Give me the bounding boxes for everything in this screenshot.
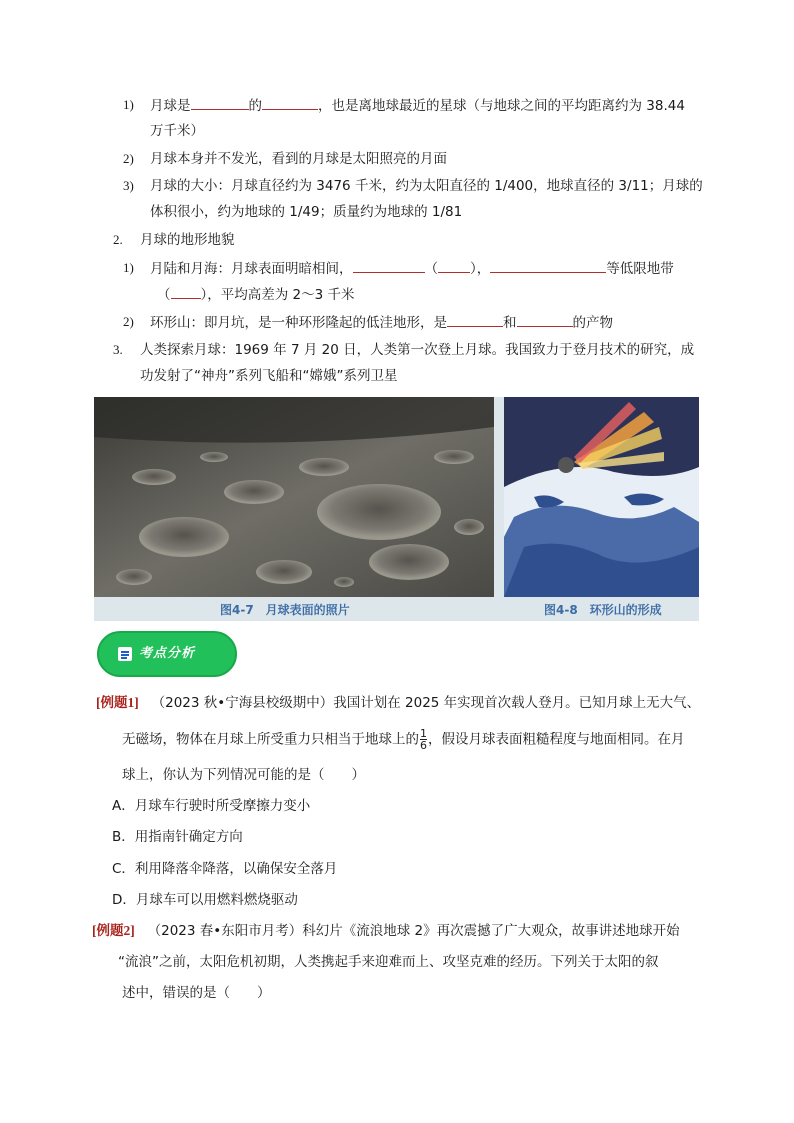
example-tag: [例题1] xyxy=(96,695,139,710)
moon-surface-photo xyxy=(94,397,494,597)
item-text: 月球的大小：月球直径约为 3476 千米，约为太阳直径的 1/400，地球直径的 3/11；月球的 xyxy=(150,178,703,194)
fraction-denominator: 6 xyxy=(420,739,427,752)
fill-blank[interactable] xyxy=(262,96,318,110)
fill-blank[interactable] xyxy=(191,96,249,110)
item-text xyxy=(150,313,613,332)
section-number: 2. xyxy=(113,232,123,247)
item-text xyxy=(150,96,685,115)
item-number: 3) xyxy=(123,178,134,193)
section-badge xyxy=(97,631,237,677)
item-number: 2) xyxy=(123,314,134,329)
document-icon xyxy=(118,647,132,661)
example-1-line-3: 球上，你认为下列情况可能的是（ ） xyxy=(122,767,365,783)
section-title: 月球的地形地貌 xyxy=(140,232,235,248)
fill-blank[interactable] xyxy=(490,259,606,273)
text-segment: （ xyxy=(157,287,171,303)
item-text-cont: 万千米） xyxy=(150,123,204,139)
text-segment: 的 xyxy=(248,98,262,114)
example-1-line-1 xyxy=(96,694,700,712)
option-a[interactable]: A．月球车行驶时所受摩擦力变小 xyxy=(112,798,311,814)
item-text xyxy=(150,259,674,278)
item-text: 月球本身并不发光，看到的月球是太阳照亮的月面 xyxy=(150,151,447,167)
example-2-line-2: “流浪”之前，太阳危机初期，人类携起手来迎难而上、攻坚克难的经历。下列关于太阳的叙 xyxy=(118,954,659,970)
example-2-line-1 xyxy=(92,922,680,940)
item-number: 2) xyxy=(123,151,134,166)
text-segment: 月球是 xyxy=(150,98,191,114)
figure-panel xyxy=(94,397,699,621)
text-segment: 无磁场，物体在月球上所受重力只相当于地球上的 xyxy=(122,731,419,748)
badge-label: 考点分析 xyxy=(139,646,196,661)
fill-blank[interactable] xyxy=(438,259,470,273)
text-segment: 等低限地带 xyxy=(606,261,674,277)
section-text-cont: 功发射了“神舟”系列飞船和“嫦娥”系列卫星 xyxy=(140,368,398,384)
text-segment: 的产物 xyxy=(572,315,613,331)
section-number: 3. xyxy=(113,342,123,357)
figure-caption-2: 图4-8 环形山的形成 xyxy=(544,603,662,617)
item-number: 1) xyxy=(123,97,134,112)
option-c[interactable]: C．利用降落伞降落，以确保安全落月 xyxy=(112,861,338,877)
fill-blank[interactable] xyxy=(353,259,425,273)
item-text-cont xyxy=(157,285,355,304)
text-segment: ，也是离地球最近的星球（与地球之间的平均距离约为 38.44 xyxy=(318,98,685,114)
example-2-line-3: 述中，错误的是（ ） xyxy=(122,985,271,1001)
figure-caption-1: 图4-7 月球表面的照片 xyxy=(220,603,350,617)
text-segment: ），平均高差为 2～3 千米 xyxy=(200,287,355,303)
text-segment: （2023 秋•宁海县校级期中）我国计划在 2025 年实现首次载人登月。已知月球上无大气、 xyxy=(151,695,701,711)
text-segment: ，假设月球表面粗糙程度与地面相同。在月 xyxy=(428,731,685,748)
fraction xyxy=(420,728,427,751)
text-segment: 月陆和月海：月球表面明暗相间， xyxy=(150,261,353,277)
text-segment: （ xyxy=(424,261,438,277)
crater-formation-illustration xyxy=(504,397,699,597)
section-text: 人类探索月球：1969 年 7 月 20 日，人类第一次登上月球。我国致力于登月技术的研究，成 xyxy=(140,342,695,358)
fill-blank[interactable] xyxy=(517,313,573,327)
option-d[interactable]: D．月球车可以用燃料燃烧驱动 xyxy=(112,892,298,908)
text-segment: 环形山：即月坑，是一种环形隆起的低洼地形，是 xyxy=(150,315,447,331)
fill-blank[interactable] xyxy=(447,313,503,327)
fill-blank[interactable] xyxy=(171,285,201,299)
example-1-line-2 xyxy=(122,728,685,751)
text-segment: 和 xyxy=(503,315,517,331)
example-tag: [例题2] xyxy=(92,923,135,938)
item-text-cont: 体积很小，约为地球的 1/49；质量约为地球的 1/81 xyxy=(150,204,463,220)
item-number: 1) xyxy=(123,260,134,275)
text-segment: （2023 春•东阳市月考）科幻片《流浪地球 2》再次震撼了广大观众，故事讲述地球开始 xyxy=(147,923,680,939)
fraction-numerator: 1 xyxy=(420,727,427,740)
text-segment: ）， xyxy=(470,261,491,277)
option-b[interactable]: B．用指南针确定方向 xyxy=(112,829,243,845)
